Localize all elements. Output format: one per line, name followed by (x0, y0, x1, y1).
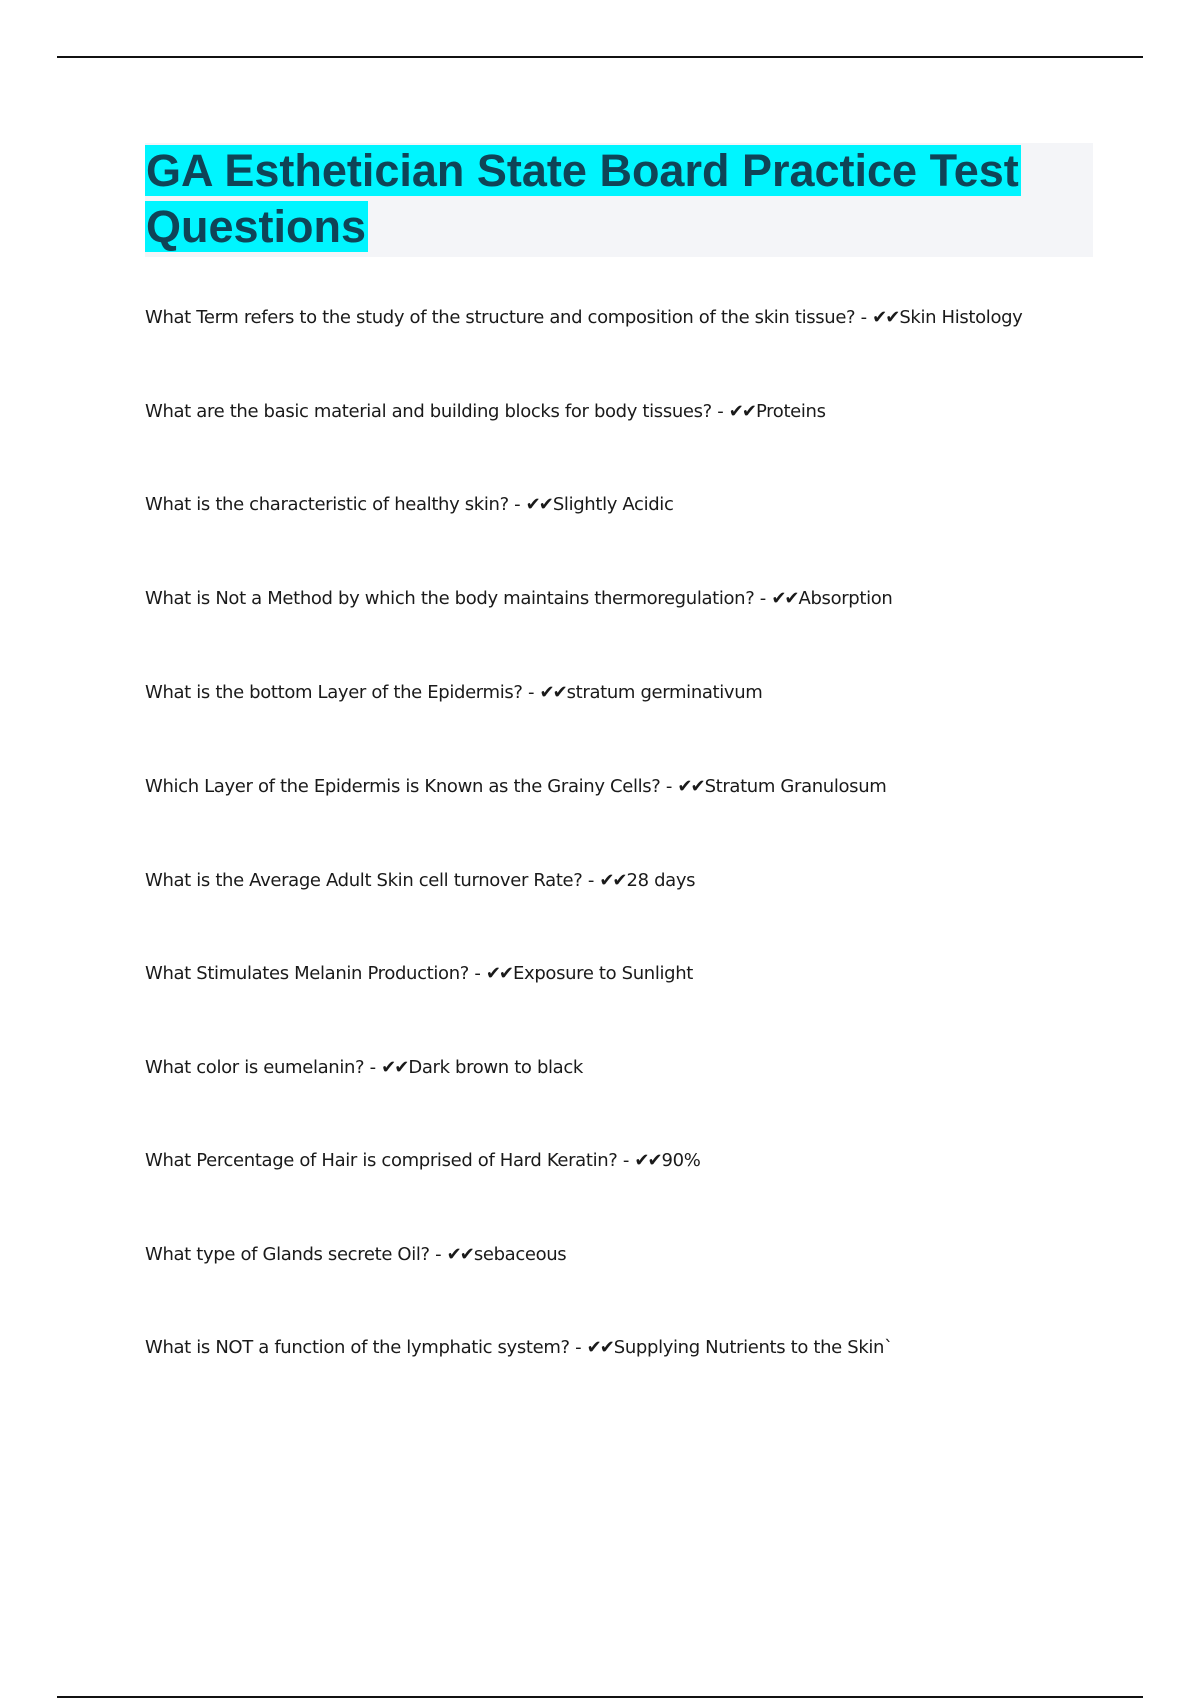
list-item (145, 400, 826, 424)
answer-text: Slightly Acidic (552, 494, 674, 515)
list-item (145, 775, 886, 799)
check-mark-icon: ✔✔ (485, 963, 513, 984)
check-mark-icon: ✔✔ (599, 870, 626, 891)
list-item (145, 1056, 583, 1080)
list-item (145, 1149, 701, 1173)
check-mark-icon: ✔✔ (381, 1057, 408, 1078)
document-title-text: GA Esthetician State Board Practice Test Questions (146, 145, 1019, 252)
list-item (145, 306, 1023, 330)
check-mark-icon: ✔✔ (634, 1150, 661, 1171)
question-text: What type of Glands secrete Oil? - (145, 1244, 442, 1265)
answer-text: Skin Histology (899, 307, 1023, 328)
document-title (145, 143, 1093, 255)
check-mark-icon: ✔✔ (771, 588, 798, 609)
title-block (145, 143, 1093, 257)
answer-text: Dark brown to black (408, 1057, 583, 1078)
check-mark-icon: ✔✔ (525, 494, 552, 515)
question-text: What is Not a Method by which the body maintains thermoregulation? - (145, 588, 766, 609)
answer-text: sebaceous (473, 1244, 567, 1265)
check-mark-icon: ✔✔ (446, 1244, 473, 1265)
answer-text: 90% (661, 1150, 701, 1171)
question-text: What color is eumelanin? - (145, 1057, 376, 1078)
answer-text: Exposure to Sunlight (513, 963, 693, 984)
question-text: What is the Average Adult Skin cell turnover Rate? - (145, 870, 594, 891)
answer-text: Absorption (798, 588, 893, 609)
check-mark-icon: ✔✔ (586, 1337, 613, 1358)
check-mark-icon: ✔✔ (728, 401, 755, 422)
answer-text: Supplying Nutrients to the Skin` (613, 1337, 893, 1358)
question-text: What Stimulates Melanin Production? - (145, 963, 481, 984)
list-item (145, 587, 892, 611)
list-item (145, 869, 695, 893)
question-text: What is the bottom Layer of the Epidermis? - (145, 682, 535, 703)
list-item (145, 962, 693, 986)
footer-rule (57, 1696, 1143, 1698)
list-item (145, 493, 674, 517)
header-rule (57, 56, 1143, 58)
list-item (145, 681, 762, 705)
answer-text: 28 days (626, 870, 696, 891)
answer-text: Stratum Granulosum (704, 776, 887, 797)
question-text: What Percentage of Hair is comprised of Hard Keratin? - (145, 1150, 629, 1171)
question-text: Which Layer of the Epidermis is Known as the Grainy Cells? - (145, 776, 673, 797)
list-item (145, 1336, 893, 1360)
question-text: What is NOT a function of the lymphatic system? - (145, 1337, 582, 1358)
check-mark-icon: ✔✔ (872, 307, 899, 328)
list-item (145, 1243, 566, 1267)
question-text: What are the basic material and building blocks for body tissues? - (145, 401, 724, 422)
question-text: What Term refers to the study of the structure and composition of the skin tissue? - (145, 307, 867, 328)
check-mark-icon: ✔✔ (677, 776, 704, 797)
question-text: What is the characteristic of healthy skin? - (145, 494, 521, 515)
answer-text: Proteins (755, 401, 826, 422)
check-mark-icon: ✔✔ (539, 682, 566, 703)
answer-text: stratum germinativum (566, 682, 763, 703)
